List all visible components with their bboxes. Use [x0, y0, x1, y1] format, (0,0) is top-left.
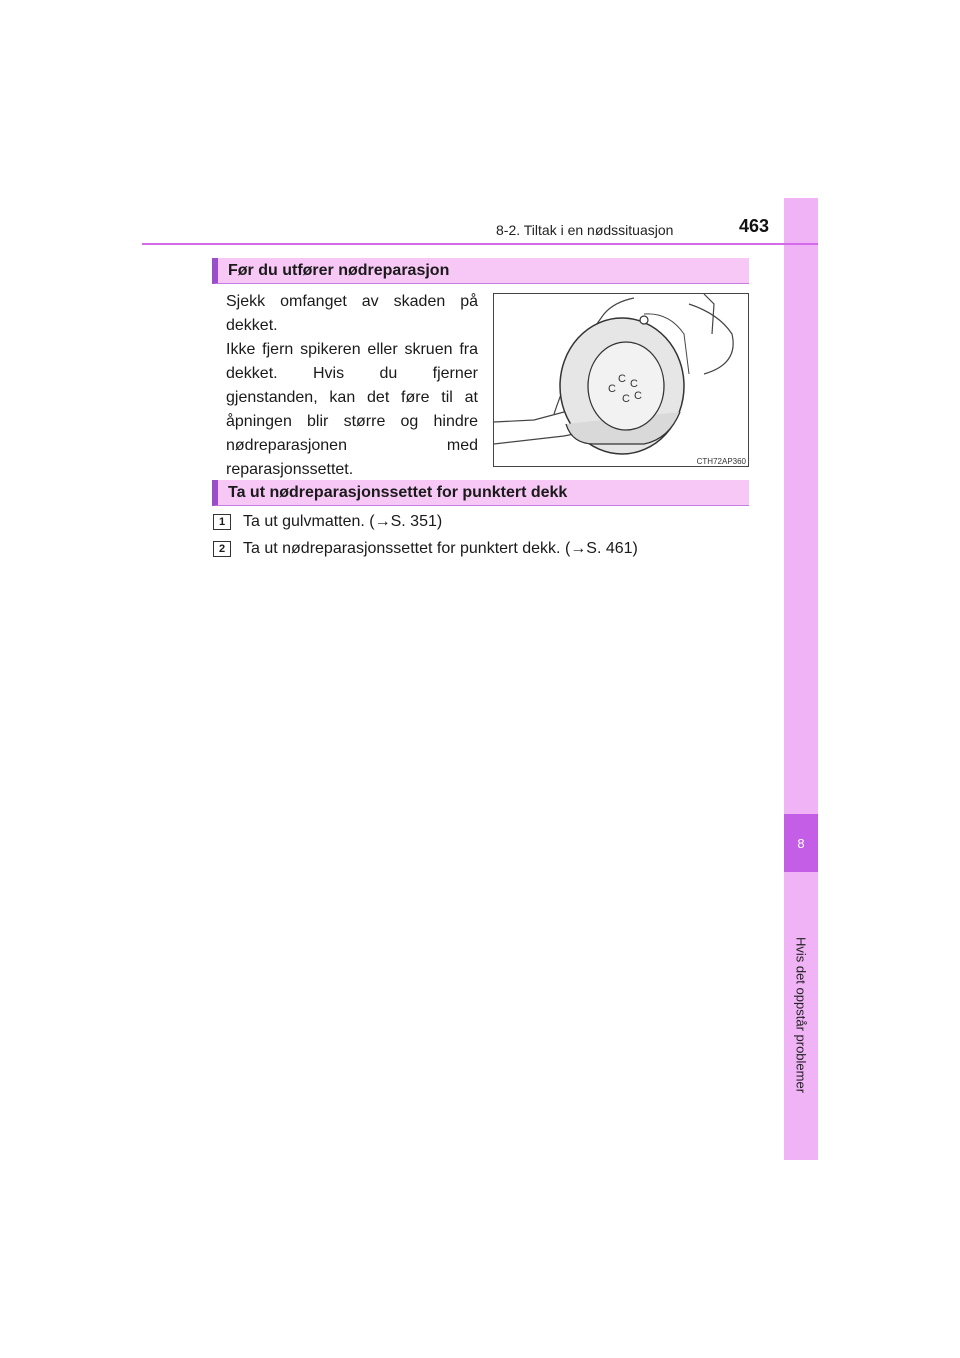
section-heading-text: Før du utfører nødreparasjon	[228, 262, 450, 279]
svg-text:C: C	[618, 373, 626, 385]
svg-text:C: C	[608, 383, 616, 395]
page-number: 463	[739, 216, 770, 236]
chapter-number: 8	[784, 814, 818, 872]
spare-tire-illustration	[493, 293, 749, 467]
step-1	[213, 512, 442, 532]
figure-caption: CTH72AP360	[696, 457, 746, 466]
tire-drawing	[494, 294, 749, 467]
section-heading-before-repair	[212, 258, 749, 284]
step-2	[213, 539, 638, 559]
step-number: 1	[213, 514, 231, 530]
section-heading-take-out-kit	[212, 480, 749, 506]
section-label: 8-2. Tiltak i en nødssituasjon	[496, 222, 674, 238]
section-heading-text: Ta ut nødreparasjonssettet for punktert dekk	[228, 484, 568, 501]
svg-text:C: C	[630, 378, 638, 390]
step-text: Ta ut nødreparasjonssettet for punktert dekk. (→S. 461)	[243, 540, 638, 557]
svg-text:C: C	[622, 393, 630, 405]
header-divider	[142, 243, 818, 245]
step-text: Ta ut gulvmatten. (→S. 351)	[243, 513, 443, 530]
paragraph-check-damage: Sjekk omfanget av skaden på dekket.	[226, 293, 478, 334]
step-number: 2	[213, 541, 231, 557]
chapter-title: Hvis det oppstår problemer	[793, 936, 809, 1094]
svg-text:C: C	[634, 390, 642, 402]
paragraph-do-not-remove: Ikke fjern spikeren eller skruen fra dekket. Hvis du fjerner gjenstanden, kan det føre til at åpningen blir større og hindre nødreparasjonen med reparasjonssettet.	[226, 341, 478, 478]
